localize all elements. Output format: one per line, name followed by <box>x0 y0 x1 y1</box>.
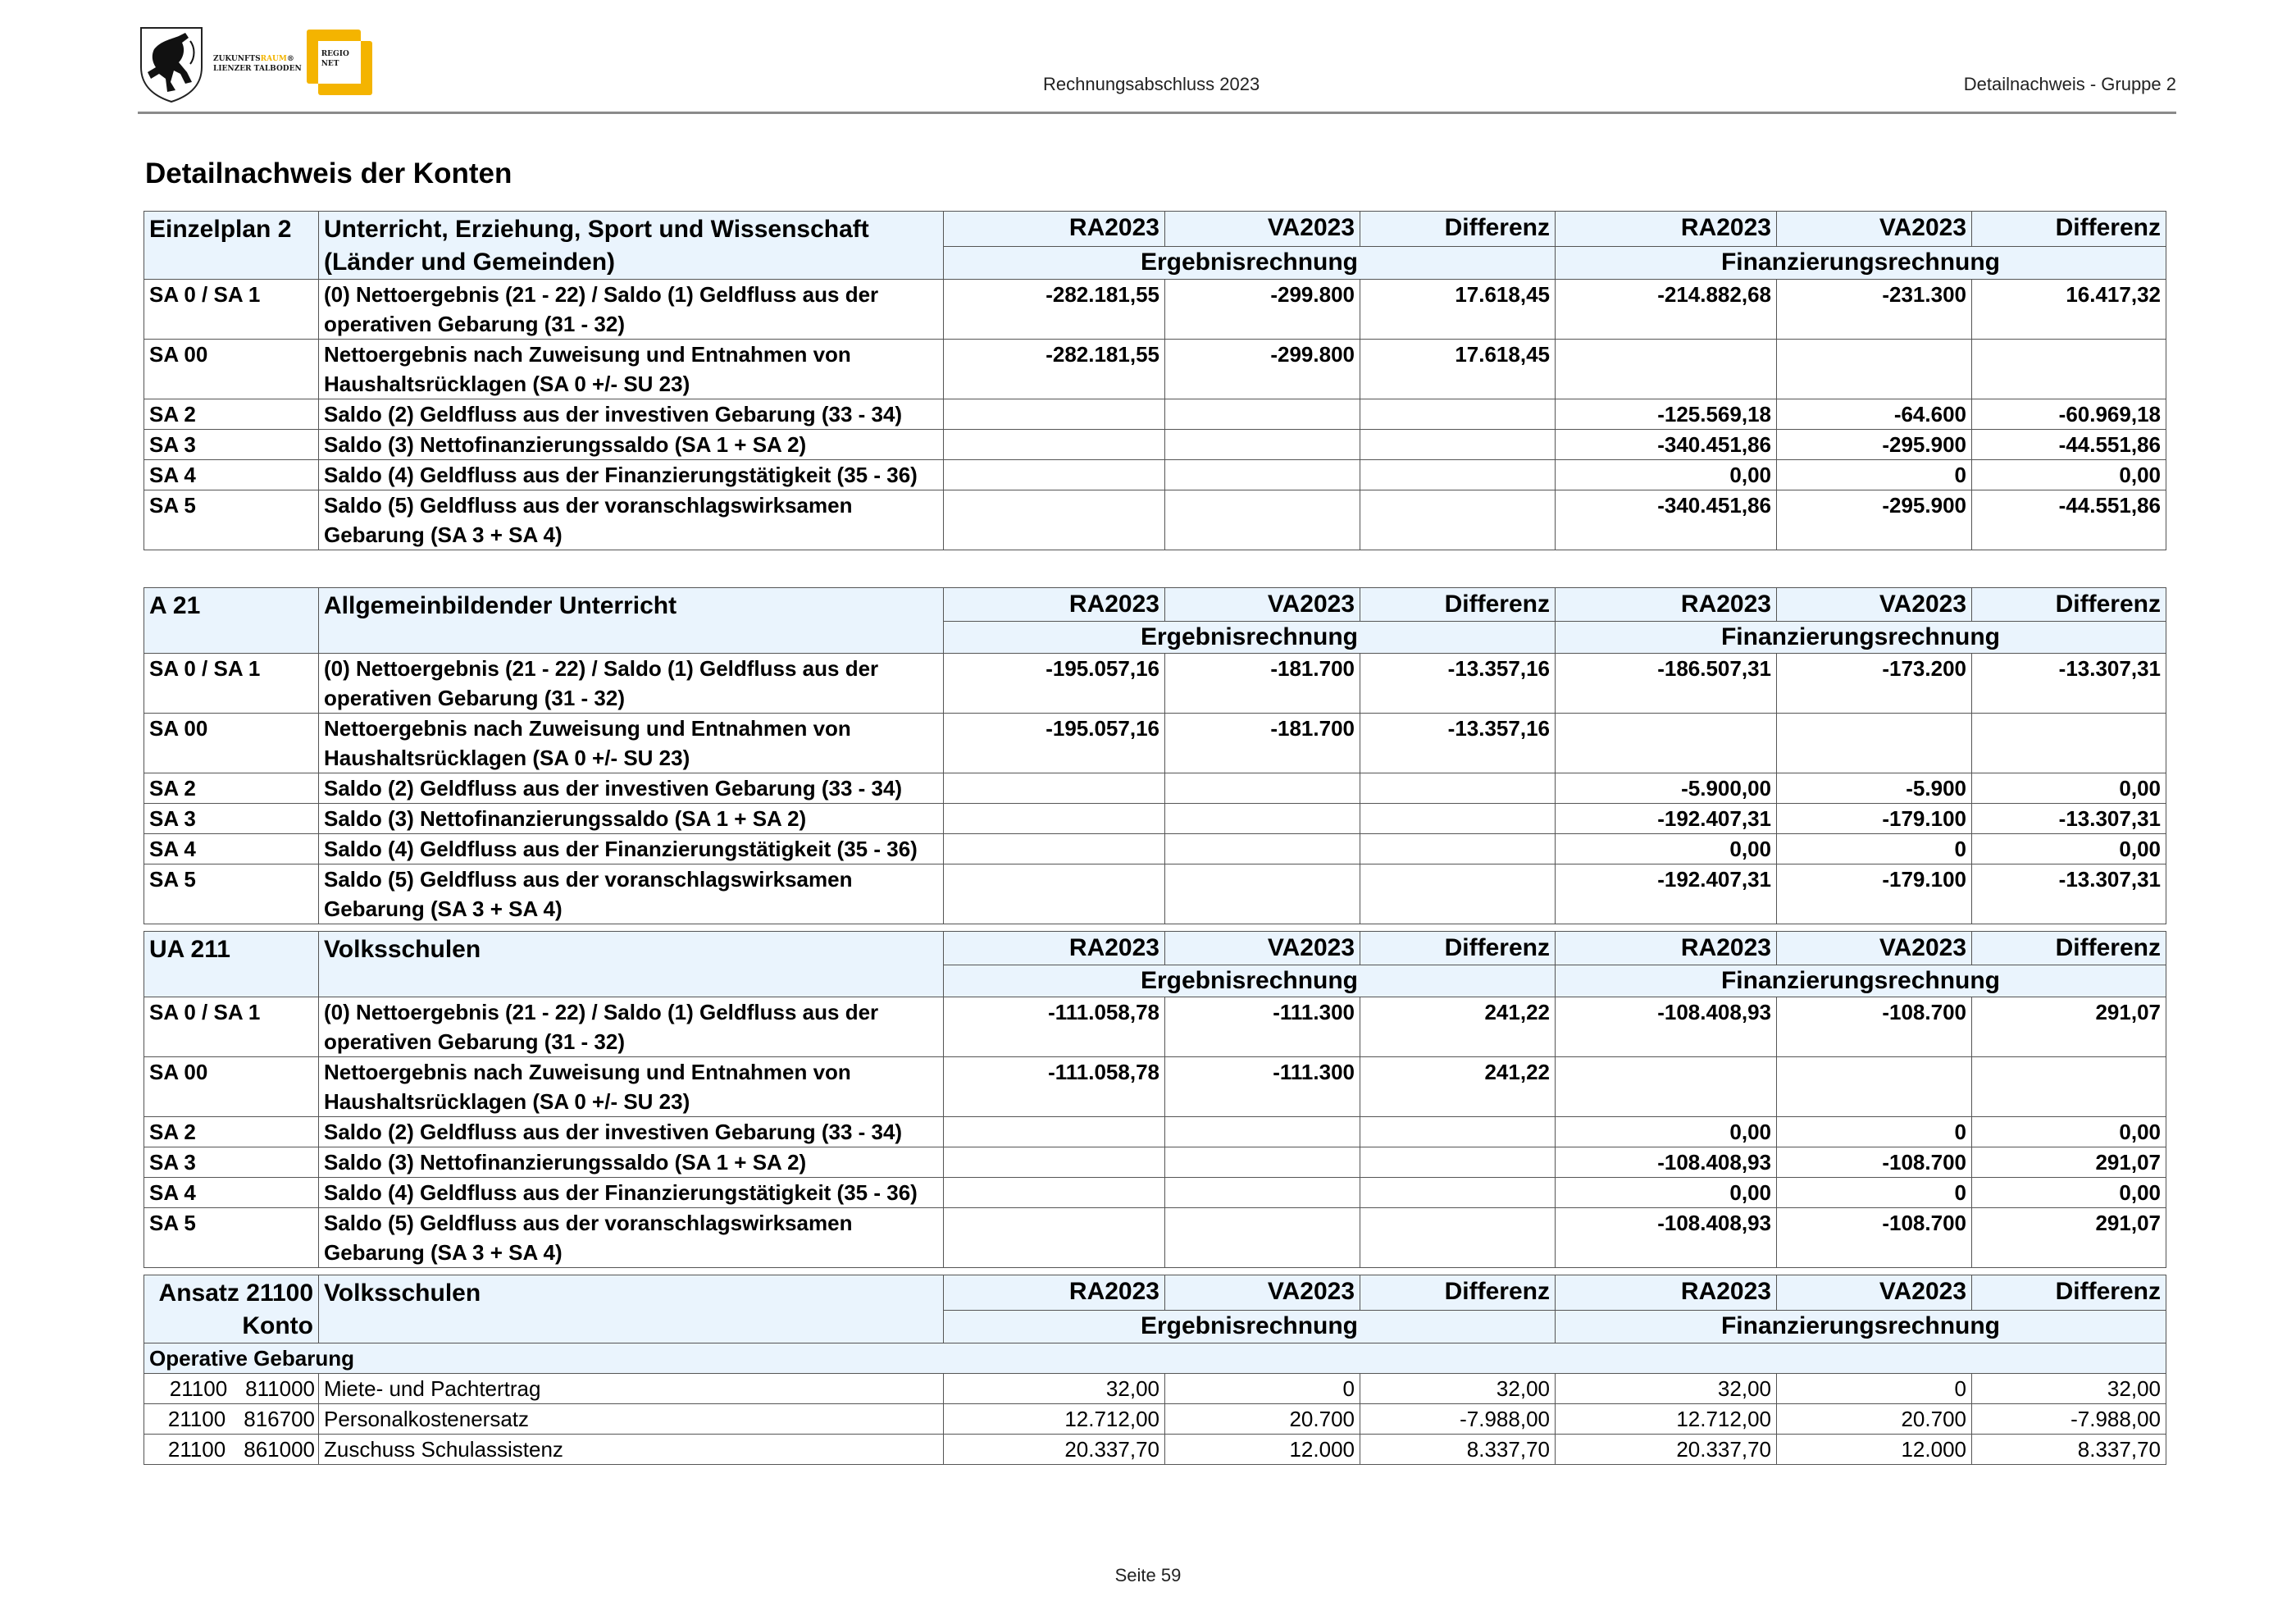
value-e-va <box>1165 1178 1360 1208</box>
value-f-va: 0 <box>1777 1178 1972 1208</box>
table-row <box>144 834 2166 864</box>
col-header-va-ergebnis: VA2023 <box>1165 932 1360 965</box>
table-row <box>144 773 2166 804</box>
value-e-diff: -7.988,00 <box>1360 1404 1556 1435</box>
value-f-diff: 8.337,70 <box>1972 1435 2166 1465</box>
table-row <box>144 280 2166 340</box>
value-e-va: 20.700 <box>1165 1404 1360 1435</box>
value-f-va <box>1777 340 1972 399</box>
logo-group <box>138 21 376 107</box>
group-header-finanzierungsrechnung: Finanzierungsrechnung <box>1556 246 2166 279</box>
row-label: Saldo (3) Nettofinanzierungssaldo (SA 1 + SA 2) <box>319 804 944 834</box>
table-row <box>144 1117 2166 1147</box>
row-label: Saldo (3) Nettofinanzierungssaldo (SA 1 + SA 2) <box>319 430 944 460</box>
table-ansatz-21100 <box>144 1275 2166 1465</box>
table-row <box>144 460 2166 490</box>
regionet-logo: REGIO NET <box>307 30 376 98</box>
table-einzelplan-2 <box>144 211 2166 550</box>
table-row <box>144 997 2166 1057</box>
value-e-diff <box>1360 460 1556 490</box>
value-f-ra <box>1556 340 1777 399</box>
value-f-va: -179.100 <box>1777 864 1972 924</box>
col-header-va-finanz: VA2023 <box>1777 212 1972 247</box>
block-title: Volksschulen <box>319 932 944 997</box>
block-code: UA 211 <box>144 932 319 997</box>
col-header-diff-ergebnis: Differenz <box>1360 932 1556 965</box>
value-f-va <box>1777 714 1972 773</box>
value-e-va: 12.000 <box>1165 1435 1360 1465</box>
group-header-ergebnisrechnung: Ergebnisrechnung <box>944 622 1556 654</box>
value-e-va: -181.700 <box>1165 714 1360 773</box>
value-e-va <box>1165 460 1360 490</box>
value-e-ra: -282.181,55 <box>944 340 1165 399</box>
col-header-va-ergebnis: VA2023 <box>1165 212 1360 247</box>
col-header-diff-ergebnis: Differenz <box>1360 1275 1556 1311</box>
group-header-finanzierungsrechnung: Finanzierungsrechnung <box>1556 965 2166 997</box>
col-header-ra-finanz: RA2023 <box>1556 1275 1777 1311</box>
row-code: SA 00 <box>144 714 319 773</box>
value-e-ra <box>944 864 1165 924</box>
value-f-ra: -192.407,31 <box>1556 864 1777 924</box>
value-e-va <box>1165 399 1360 430</box>
col-header-diff-finanz: Differenz <box>1972 932 2166 965</box>
value-f-diff: -60.969,18 <box>1972 399 2166 430</box>
row-label: Saldo (5) Geldfluss aus der voranschlagswirksamen Gebarung (SA 3 + SA 4) <box>319 864 944 924</box>
value-f-ra: 12.712,00 <box>1556 1404 1777 1435</box>
konto-number: 21100 816700 <box>144 1404 319 1435</box>
value-e-ra <box>944 1147 1165 1178</box>
value-e-ra <box>944 1117 1165 1147</box>
row-label: Nettoergebnis nach Zuweisung und Entnahmen von Haushaltsrücklagen (SA 0 +/- SU 23) <box>319 714 944 773</box>
row-code: SA 2 <box>144 1117 319 1147</box>
group-header-ergebnisrechnung: Ergebnisrechnung <box>944 965 1556 997</box>
value-f-diff: -44.551,86 <box>1972 490 2166 550</box>
value-f-diff: 0,00 <box>1972 773 2166 804</box>
value-e-diff: 32,00 <box>1360 1374 1556 1404</box>
value-f-ra: -108.408,93 <box>1556 997 1777 1057</box>
value-f-diff: 0,00 <box>1972 460 2166 490</box>
value-f-diff: -7.988,00 <box>1972 1404 2166 1435</box>
value-f-diff <box>1972 340 2166 399</box>
coat-of-arms-icon <box>138 25 205 103</box>
row-label: Saldo (2) Geldfluss aus der investiven Gebarung (33 - 34) <box>319 773 944 804</box>
value-f-va: -295.900 <box>1777 430 1972 460</box>
col-header-va-ergebnis: VA2023 <box>1165 1275 1360 1311</box>
value-f-ra: -340.451,86 <box>1556 490 1777 550</box>
col-header-ra-ergebnis: RA2023 <box>944 1275 1165 1311</box>
table-row <box>144 430 2166 460</box>
value-e-diff <box>1360 773 1556 804</box>
value-f-va: 0 <box>1777 1374 1972 1404</box>
value-e-ra: -111.058,78 <box>944 1057 1165 1117</box>
table-row <box>144 1435 2166 1465</box>
value-e-diff <box>1360 430 1556 460</box>
table-row <box>144 490 2166 550</box>
value-f-va: -108.700 <box>1777 1147 1972 1178</box>
value-e-va: -111.300 <box>1165 997 1360 1057</box>
row-label: (0) Nettoergebnis (21 - 22) / Saldo (1) Geldfluss aus der operativen Gebarung (31 - 32) <box>319 654 944 714</box>
value-f-diff: -13.307,31 <box>1972 654 2166 714</box>
value-f-ra <box>1556 714 1777 773</box>
account-label: Miete- und Pachtertrag <box>319 1374 944 1404</box>
value-f-ra: -125.569,18 <box>1556 399 1777 430</box>
value-e-va <box>1165 1208 1360 1268</box>
value-f-ra: 0,00 <box>1556 1178 1777 1208</box>
col-header-ra-finanz: RA2023 <box>1556 932 1777 965</box>
account-label: Personalkostenersatz <box>319 1404 944 1435</box>
row-code: SA 2 <box>144 773 319 804</box>
value-e-ra <box>944 1178 1165 1208</box>
page-title: Detailnachweis der Konten <box>145 157 512 189</box>
value-e-diff: -13.357,16 <box>1360 654 1556 714</box>
value-e-diff: 241,22 <box>1360 997 1556 1057</box>
value-e-ra <box>944 430 1165 460</box>
value-f-diff: 0,00 <box>1972 834 2166 864</box>
row-code: SA 00 <box>144 340 319 399</box>
table-row <box>144 654 2166 714</box>
value-f-ra: -340.451,86 <box>1556 430 1777 460</box>
row-code: SA 0 / SA 1 <box>144 280 319 340</box>
value-e-diff: 17.618,45 <box>1360 280 1556 340</box>
value-f-ra: -192.407,31 <box>1556 804 1777 834</box>
value-e-ra <box>944 399 1165 430</box>
value-e-diff: -13.357,16 <box>1360 714 1556 773</box>
col-header-ra-ergebnis: RA2023 <box>944 212 1165 247</box>
value-e-diff: 17.618,45 <box>1360 340 1556 399</box>
value-f-ra: 0,00 <box>1556 460 1777 490</box>
value-f-ra: 32,00 <box>1556 1374 1777 1404</box>
value-e-va <box>1165 834 1360 864</box>
row-label: Saldo (2) Geldfluss aus der investiven Gebarung (33 - 34) <box>319 1117 944 1147</box>
row-label: Saldo (4) Geldfluss aus der Finanzierungstätigkeit (35 - 36) <box>319 834 944 864</box>
group-header-finanzierungsrechnung: Finanzierungsrechnung <box>1556 622 2166 654</box>
value-f-va: 0 <box>1777 1117 1972 1147</box>
value-f-va <box>1777 1057 1972 1117</box>
col-header-diff-finanz: Differenz <box>1972 212 2166 247</box>
konto-number: 21100 861000 <box>144 1435 319 1465</box>
row-label: Saldo (4) Geldfluss aus der Finanzierungstätigkeit (35 - 36) <box>319 460 944 490</box>
row-label: (0) Nettoergebnis (21 - 22) / Saldo (1) Geldfluss aus der operativen Gebarung (31 - 32) <box>319 997 944 1057</box>
value-e-ra: -195.057,16 <box>944 714 1165 773</box>
value-e-diff <box>1360 1178 1556 1208</box>
page-header <box>138 21 2176 116</box>
row-code: SA 3 <box>144 430 319 460</box>
value-e-ra <box>944 773 1165 804</box>
row-code: SA 5 <box>144 490 319 550</box>
row-label: (0) Nettoergebnis (21 - 22) / Saldo (1) Geldfluss aus der operativen Gebarung (31 - 32) <box>319 280 944 340</box>
value-e-ra: -111.058,78 <box>944 997 1165 1057</box>
value-f-va: -108.700 <box>1777 997 1972 1057</box>
konto-number: 21100 811000 <box>144 1374 319 1404</box>
value-e-va <box>1165 1117 1360 1147</box>
value-f-va: -64.600 <box>1777 399 1972 430</box>
page-number: Seite 59 <box>1114 1565 1182 1585</box>
value-f-diff <box>1972 1057 2166 1117</box>
col-header-diff-finanz: Differenz <box>1972 588 2166 622</box>
value-e-diff <box>1360 804 1556 834</box>
value-f-ra <box>1556 1057 1777 1117</box>
section-operative-gebarung: Operative Gebarung <box>144 1343 2166 1374</box>
value-f-va: -173.200 <box>1777 654 1972 714</box>
value-e-va: -299.800 <box>1165 280 1360 340</box>
group-header-ergebnisrechnung: Ergebnisrechnung <box>944 1310 1556 1343</box>
col-header-diff-finanz: Differenz <box>1972 1275 2166 1311</box>
col-header-va-finanz: VA2023 <box>1777 932 1972 965</box>
value-f-ra: -186.507,31 <box>1556 654 1777 714</box>
value-f-ra: 20.337,70 <box>1556 1435 1777 1465</box>
row-label: Saldo (5) Geldfluss aus der voranschlagswirksamen Gebarung (SA 3 + SA 4) <box>319 1208 944 1268</box>
value-e-va <box>1165 430 1360 460</box>
table-row <box>144 1178 2166 1208</box>
zukunftsraum-logo-text: ZUKUNFTSRAUM® LIENZER TALBODEN <box>213 55 302 73</box>
value-e-diff <box>1360 1208 1556 1268</box>
col-header-ra-finanz: RA2023 <box>1556 588 1777 622</box>
value-f-diff: 0,00 <box>1972 1178 2166 1208</box>
row-code: SA 5 <box>144 1208 319 1268</box>
value-f-ra: 0,00 <box>1556 1117 1777 1147</box>
value-f-diff: 0,00 <box>1972 1117 2166 1147</box>
block-title: Unterricht, Erziehung, Sport und Wissenschaft (Länder und Gemeinden) <box>319 212 944 280</box>
value-e-ra: -195.057,16 <box>944 654 1165 714</box>
value-e-diff: 8.337,70 <box>1360 1435 1556 1465</box>
value-f-diff: -44.551,86 <box>1972 430 2166 460</box>
row-label: Nettoergebnis nach Zuweisung und Entnahmen von Haushaltsrücklagen (SA 0 +/- SU 23) <box>319 340 944 399</box>
value-f-ra: -5.900,00 <box>1556 773 1777 804</box>
table-row <box>144 864 2166 924</box>
value-e-ra: -282.181,55 <box>944 280 1165 340</box>
account-label: Zuschuss Schulassistenz <box>319 1435 944 1465</box>
value-e-diff <box>1360 834 1556 864</box>
row-code: SA 4 <box>144 1178 319 1208</box>
value-f-diff: 32,00 <box>1972 1374 2166 1404</box>
ansatz-title: Volksschulen <box>319 1275 944 1343</box>
ansatz-code-cell: Ansatz 21100 Konto <box>144 1275 319 1343</box>
table-row <box>144 399 2166 430</box>
block-title: Allgemeinbildender Unterricht <box>319 588 944 654</box>
table-ua-211 <box>144 931 2166 1268</box>
value-f-diff: -13.307,31 <box>1972 864 2166 924</box>
value-f-va: -179.100 <box>1777 804 1972 834</box>
row-code: SA 2 <box>144 399 319 430</box>
table-row <box>144 1374 2166 1404</box>
table-row <box>144 714 2166 773</box>
value-e-va: -111.300 <box>1165 1057 1360 1117</box>
value-e-va: -299.800 <box>1165 340 1360 399</box>
table-row <box>144 1208 2166 1268</box>
value-f-va: 20.700 <box>1777 1404 1972 1435</box>
value-f-va: 0 <box>1777 460 1972 490</box>
row-label: Saldo (5) Geldfluss aus der voranschlagswirksamen Gebarung (SA 3 + SA 4) <box>319 490 944 550</box>
value-e-va <box>1165 864 1360 924</box>
row-code: SA 00 <box>144 1057 319 1117</box>
table-row <box>144 1147 2166 1178</box>
value-f-ra: 0,00 <box>1556 834 1777 864</box>
col-header-va-ergebnis: VA2023 <box>1165 588 1360 622</box>
value-e-ra <box>944 1208 1165 1268</box>
value-e-diff <box>1360 490 1556 550</box>
group-header-ergebnisrechnung: Ergebnisrechnung <box>944 246 1556 279</box>
table-row <box>144 804 2166 834</box>
value-f-va: -231.300 <box>1777 280 1972 340</box>
value-e-diff: 241,22 <box>1360 1057 1556 1117</box>
value-e-ra <box>944 490 1165 550</box>
table-row <box>144 1404 2166 1435</box>
value-e-ra <box>944 834 1165 864</box>
col-header-va-finanz: VA2023 <box>1777 588 1972 622</box>
value-e-ra <box>944 460 1165 490</box>
value-e-va <box>1165 804 1360 834</box>
row-code: SA 5 <box>144 864 319 924</box>
col-header-ra-finanz: RA2023 <box>1556 212 1777 247</box>
value-f-diff: 16.417,32 <box>1972 280 2166 340</box>
row-label: Saldo (3) Nettofinanzierungssaldo (SA 1 + SA 2) <box>319 1147 944 1178</box>
col-header-diff-ergebnis: Differenz <box>1360 212 1556 247</box>
col-header-ra-ergebnis: RA2023 <box>944 932 1165 965</box>
row-code: SA 0 / SA 1 <box>144 654 319 714</box>
col-header-diff-ergebnis: Differenz <box>1360 588 1556 622</box>
value-f-va: -295.900 <box>1777 490 1972 550</box>
row-code: SA 3 <box>144 804 319 834</box>
value-e-diff <box>1360 399 1556 430</box>
value-e-ra: 20.337,70 <box>944 1435 1165 1465</box>
row-code: SA 3 <box>144 1147 319 1178</box>
value-e-diff <box>1360 1147 1556 1178</box>
col-header-ra-ergebnis: RA2023 <box>944 588 1165 622</box>
value-f-diff: 291,07 <box>1972 1147 2166 1178</box>
value-f-ra: -214.882,68 <box>1556 280 1777 340</box>
value-e-va <box>1165 490 1360 550</box>
row-label: Saldo (2) Geldfluss aus der investiven Gebarung (33 - 34) <box>319 399 944 430</box>
col-header-va-finanz: VA2023 <box>1777 1275 1972 1311</box>
block-code: Einzelplan 2 <box>144 212 319 280</box>
row-code: SA 4 <box>144 834 319 864</box>
row-code: SA 0 / SA 1 <box>144 997 319 1057</box>
value-f-diff: -13.307,31 <box>1972 804 2166 834</box>
value-f-va: 12.000 <box>1777 1435 1972 1465</box>
value-e-diff <box>1360 1117 1556 1147</box>
value-e-ra <box>944 804 1165 834</box>
group-header-finanzierungsrechnung: Finanzierungsrechnung <box>1556 1310 2166 1343</box>
table-row <box>144 340 2166 399</box>
table-a-21 <box>144 587 2166 924</box>
value-f-diff <box>1972 714 2166 773</box>
value-f-ra: -108.408,93 <box>1556 1147 1777 1178</box>
row-label: Nettoergebnis nach Zuweisung und Entnahmen von Haushaltsrücklagen (SA 0 +/- SU 23) <box>319 1057 944 1117</box>
value-f-ra: -108.408,93 <box>1556 1208 1777 1268</box>
row-label: Saldo (4) Geldfluss aus der Finanzierungstätigkeit (35 - 36) <box>319 1178 944 1208</box>
value-e-va <box>1165 1147 1360 1178</box>
value-f-va: -108.700 <box>1777 1208 1972 1268</box>
table-row <box>144 1057 2166 1117</box>
value-e-va: -181.700 <box>1165 654 1360 714</box>
value-f-diff: 291,07 <box>1972 997 2166 1057</box>
value-f-diff: 291,07 <box>1972 1208 2166 1268</box>
value-e-va: 0 <box>1165 1374 1360 1404</box>
report-title: Rechnungsabschluss 2023 <box>1043 74 1260 94</box>
section-title: Detailnachweis - Gruppe 2 <box>1963 74 2176 94</box>
row-code: SA 4 <box>144 460 319 490</box>
header-divider <box>138 112 2176 114</box>
value-e-ra: 12.712,00 <box>944 1404 1165 1435</box>
value-e-diff <box>1360 864 1556 924</box>
value-f-va: -5.900 <box>1777 773 1972 804</box>
value-e-ra: 32,00 <box>944 1374 1165 1404</box>
block-code: A 21 <box>144 588 319 654</box>
value-f-va: 0 <box>1777 834 1972 864</box>
value-e-va <box>1165 773 1360 804</box>
